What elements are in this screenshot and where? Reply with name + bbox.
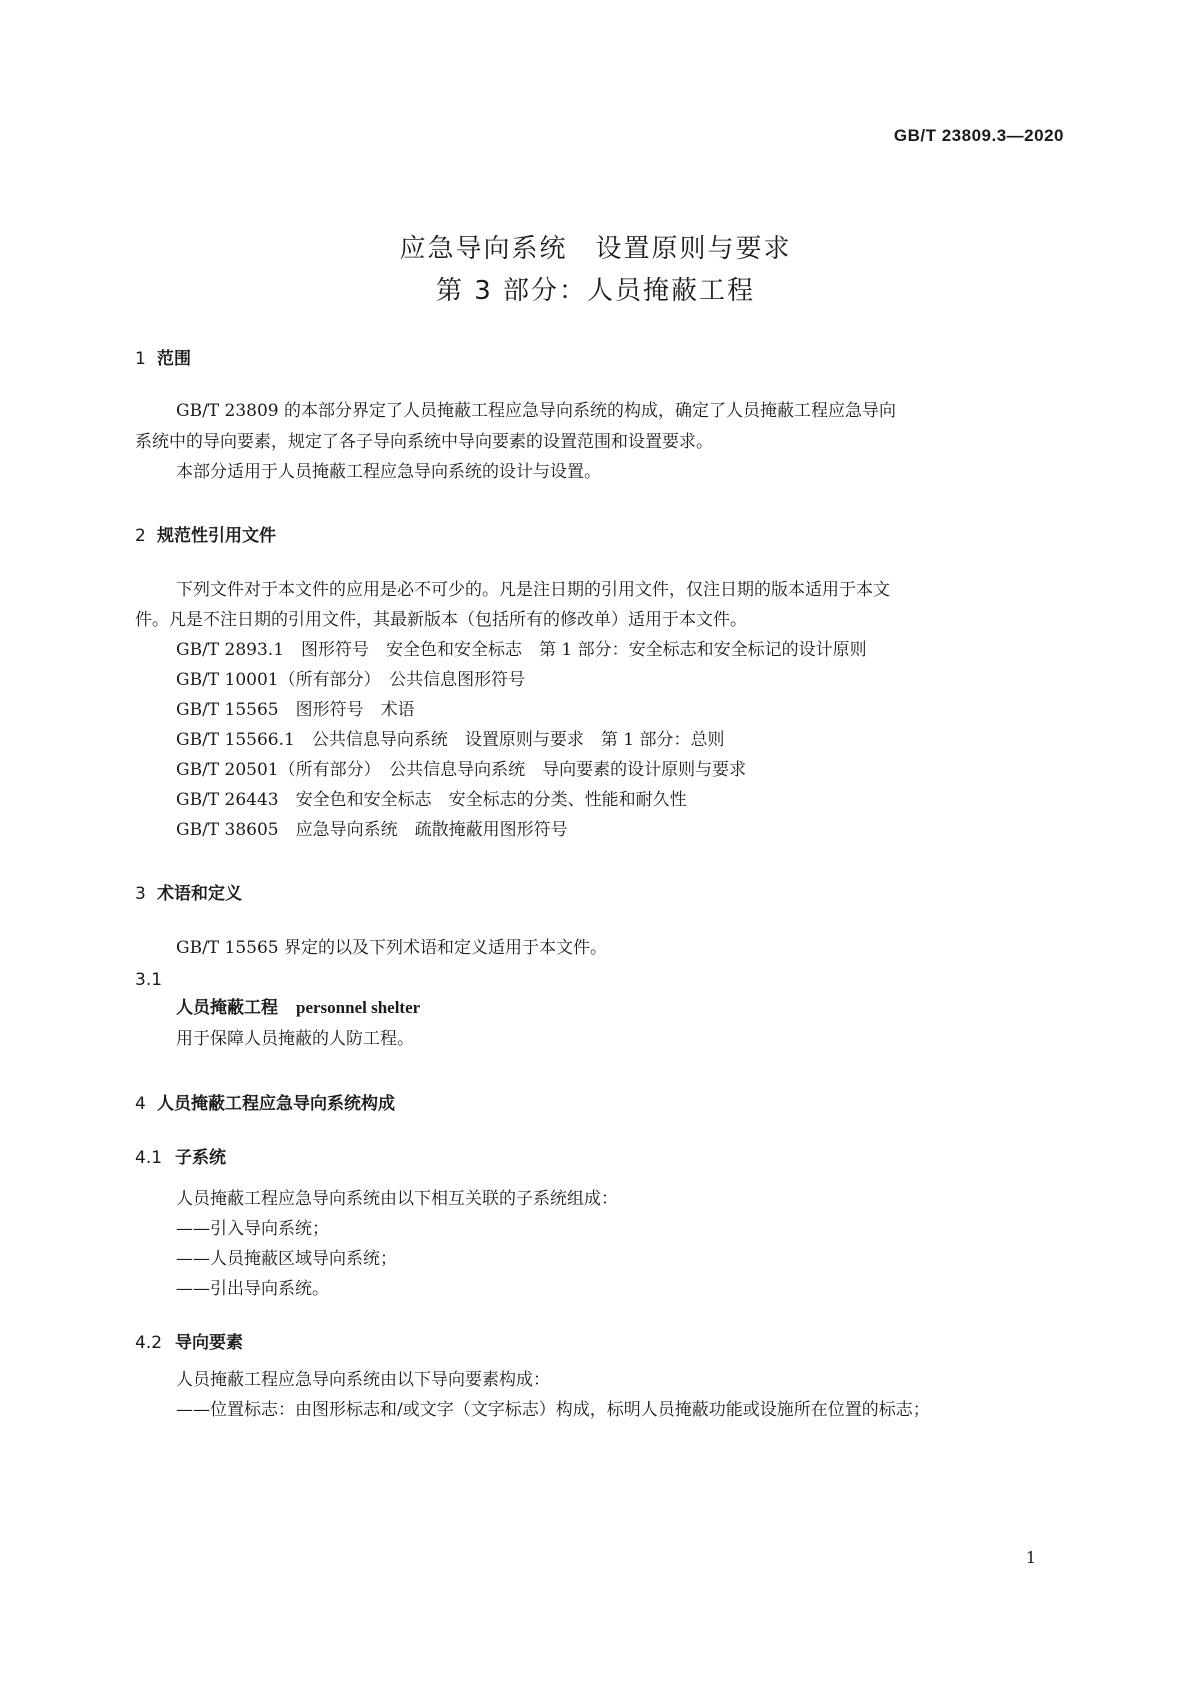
subsection-4-1-heading — [135, 1143, 226, 1168]
section-number: 2 — [135, 526, 146, 546]
subsection-title: 导向要素 — [175, 1333, 243, 1353]
list-item: ——人员掩蔽区域导向系统； — [176, 1249, 397, 1269]
subsection-title: 子系统 — [175, 1148, 226, 1168]
section-title: 规范性引用文件 — [157, 526, 276, 546]
paragraph-line: 人员掩蔽工程应急导向系统由以下相互关联的子系统组成： — [176, 1189, 618, 1209]
paragraph-line: 人员掩蔽工程应急导向系统由以下导向要素构成： — [176, 1370, 550, 1390]
section-number: 3 — [135, 884, 146, 904]
section-1-heading — [135, 344, 191, 369]
term-definition: 用于保障人员掩蔽的人防工程。 — [176, 1029, 414, 1049]
section-4-heading — [135, 1089, 395, 1114]
list-item: ——引出导向系统。 — [176, 1279, 329, 1299]
list-item: ——位置标志：由图形标志和/或文字（文字标志）构成，标明人员掩蔽功能或设施所在位置的标志； — [176, 1400, 930, 1420]
paragraph-line: 下列文件对于本文件的应用是必不可少的。凡是注日期的引用文件，仅注日期的版本适用于本文 — [176, 580, 890, 600]
page-number: 1 — [1025, 1548, 1036, 1567]
list-item: ——引入导向系统； — [176, 1219, 329, 1239]
standard-code: GB/T 23809.3—2020 — [893, 126, 1064, 145]
paragraph-line: GB/T 15565 界定的以及下列术语和定义适用于本文件。 — [176, 938, 608, 958]
section-title: 术语和定义 — [157, 884, 242, 904]
subsection-4-2-heading — [135, 1328, 243, 1353]
section-number: 4 — [135, 1094, 146, 1114]
reference-item: GB/T 10001（所有部分） 公共信息图形符号 — [176, 670, 526, 690]
reference-item: GB/T 38605 应急导向系统 疏散掩蔽用图形符号 — [176, 820, 568, 840]
reference-item: GB/T 2893.1 图形符号 安全色和安全标志 第 1 部分：安全标志和安全标记的设计原则 — [176, 640, 867, 660]
section-2-heading — [135, 521, 276, 546]
subsection-number: 4.2 — [135, 1333, 163, 1353]
reference-item: GB/T 20501（所有部分） 公共信息导向系统 导向要素的设计原则与要求 — [176, 760, 747, 780]
reference-item: GB/T 26443 安全色和安全标志 安全标志的分类、性能和耐久性 — [176, 790, 687, 810]
section-number: 1 — [135, 349, 146, 369]
term-english: personnel shelter — [296, 998, 421, 1017]
term-chinese: 人员掩蔽工程 — [176, 998, 278, 1018]
term-number: 3.1 — [135, 970, 163, 990]
subsection-number: 4.1 — [135, 1148, 163, 1168]
section-title: 范围 — [157, 349, 191, 369]
term-entry — [176, 996, 420, 1020]
paragraph-line: 本部分适用于人员掩蔽工程应急导向系统的设计与设置。 — [176, 462, 601, 482]
paragraph-line: 系统中的导向要素，规定了各子导向系统中导向要素的设置范围和设置要求。 — [135, 432, 713, 452]
section-3-heading — [135, 879, 242, 904]
reference-item: GB/T 15565 图形符号 术语 — [176, 700, 415, 720]
document-title-line2: 第 3 部分：人员掩蔽工程 — [435, 276, 756, 306]
paragraph-line: 件。凡是不注日期的引用文件，其最新版本（包括所有的修改单）适用于本文件。 — [135, 610, 747, 630]
section-title: 人员掩蔽工程应急导向系统构成 — [157, 1094, 395, 1114]
paragraph-line: GB/T 23809 的本部分界定了人员掩蔽工程应急导向系统的构成，确定了人员掩蔽工程应急导向 — [176, 401, 897, 421]
reference-item: GB/T 15566.1 公共信息导向系统 设置原则与要求 第 1 部分：总则 — [176, 730, 725, 750]
document-title-line1: 应急导向系统 设置原则与要求 — [399, 234, 792, 264]
